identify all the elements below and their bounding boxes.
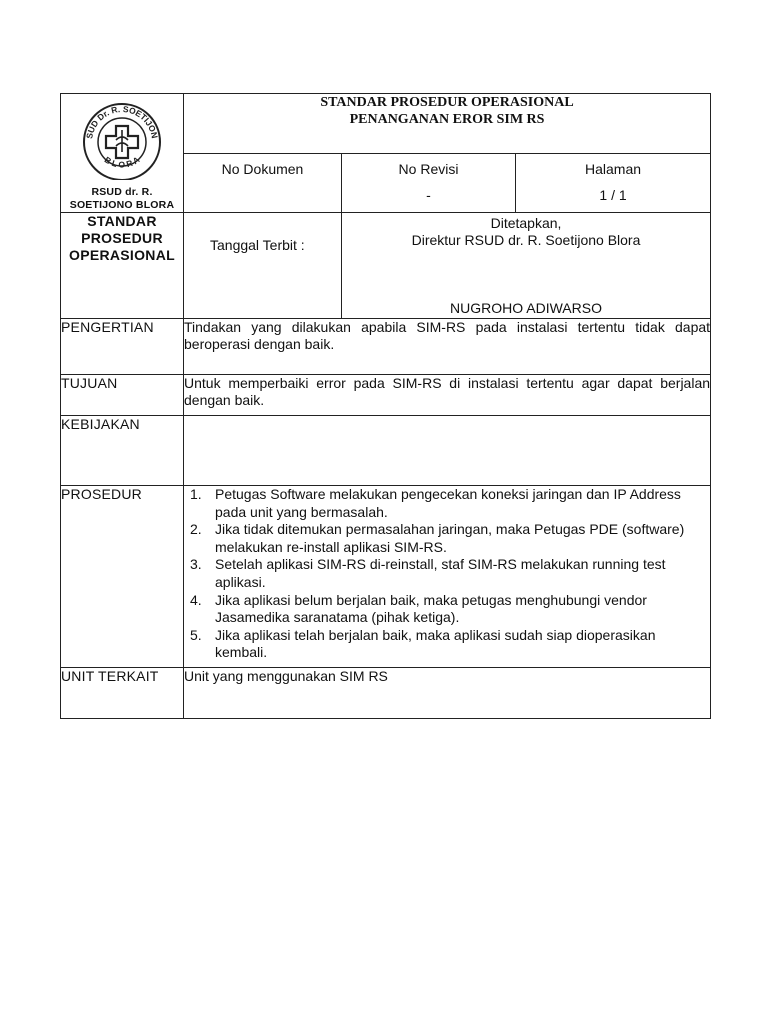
signer-name: NUGROHO ADIWARSO xyxy=(450,300,602,316)
kebijakan-label: KEBIJAKAN xyxy=(61,416,184,486)
tujuan-label: TUJUAN xyxy=(61,375,184,416)
svg-text:RSUD Dr. R. SOETIJONO xyxy=(80,100,160,140)
sop-label-cell xyxy=(61,213,184,319)
tujuan-text: Untuk memperbaiki error pada SIM-RS di instalasi tertentu agar dapat berjalan dengan baik. xyxy=(184,375,711,416)
title-line2: PENANGANAN EROR SIM RS xyxy=(349,112,545,127)
unit-terkait-label: UNIT TERKAIT xyxy=(61,668,184,719)
prosedur-step: 1. Petugas Software melakukan pengecekan koneksi jaringan dan IP Address pada unit yang bermasalah. xyxy=(190,486,681,520)
svg-text:B L O R A xyxy=(103,154,142,169)
prosedur-step: 2. Jika tidak ditemukan permasalahan jaringan, maka Petugas PDE (software) melakukan re-install aplikasi SIM-RS. xyxy=(190,521,685,555)
prosedur-step: 4. Jika aplikasi belum berjalan baik, maka petugas menghubungi vendor Jasamedika saranatama (pihak ketiga). xyxy=(190,591,647,626)
unit-terkait-text: Unit yang menggunakan SIM RS xyxy=(184,668,711,719)
no-dokumen-label: No Dokumen xyxy=(221,161,304,177)
halaman-cell xyxy=(516,154,711,213)
director-title: Direktur RSUD dr. R. Soetijono Blora xyxy=(411,232,641,248)
halaman-label: Halaman xyxy=(585,161,642,177)
tanggal-terbit-cell xyxy=(184,213,342,319)
logo-ring-text: SUD Dr. R. SOETIJON xyxy=(84,103,160,140)
no-revisi-cell xyxy=(342,154,516,213)
prosedur-step: 5. Jika aplikasi telah berjalan baik, maka aplikasi sudah siap dioperasikan kembali. xyxy=(190,626,656,661)
halaman-value: 1 / 1 xyxy=(599,187,627,203)
logo-bottom-text: B L O R A xyxy=(102,154,142,170)
kebijakan-text xyxy=(184,416,711,486)
sop-document-table xyxy=(60,93,711,719)
sop-label-line1: STANDAR xyxy=(87,213,157,229)
logo-caption-line1: RSUD dr. R. xyxy=(91,186,153,198)
pengertian-label: PENGERTIAN xyxy=(61,319,184,375)
logo-caption-line2: SOETIJONO BLORA xyxy=(69,199,175,211)
no-revisi-value: - xyxy=(426,187,431,203)
ditetapkan-label: Ditetapkan, xyxy=(490,215,562,231)
title-line1: STANDAR PROSEDUR OPERASIONAL xyxy=(320,95,574,110)
document-title xyxy=(184,94,711,154)
prosedur-cell xyxy=(184,486,711,668)
tanggal-terbit-label: Tanggal Terbit : xyxy=(210,237,305,253)
sop-label-line3: OPERASIONAL xyxy=(69,247,175,263)
prosedur-steps xyxy=(184,486,710,662)
no-revisi-label: No Revisi xyxy=(398,161,459,177)
no-dokumen-cell xyxy=(184,154,342,213)
hospital-logo xyxy=(80,100,164,180)
sop-label-line2: PROSEDUR xyxy=(81,230,163,246)
logo-cell xyxy=(61,94,184,213)
pengertian-text: Tindakan yang dilakukan apabila SIM-RS pada instalasi tertentu tidak dapat beroperasi dengan baik. xyxy=(184,319,711,375)
prosedur-label: PROSEDUR xyxy=(61,486,184,668)
prosedur-step: 3. Setelah aplikasi SIM-RS di-reinstall, staf SIM-RS melakukan running test aplikasi. xyxy=(190,556,666,590)
ditetapkan-cell xyxy=(342,213,711,319)
